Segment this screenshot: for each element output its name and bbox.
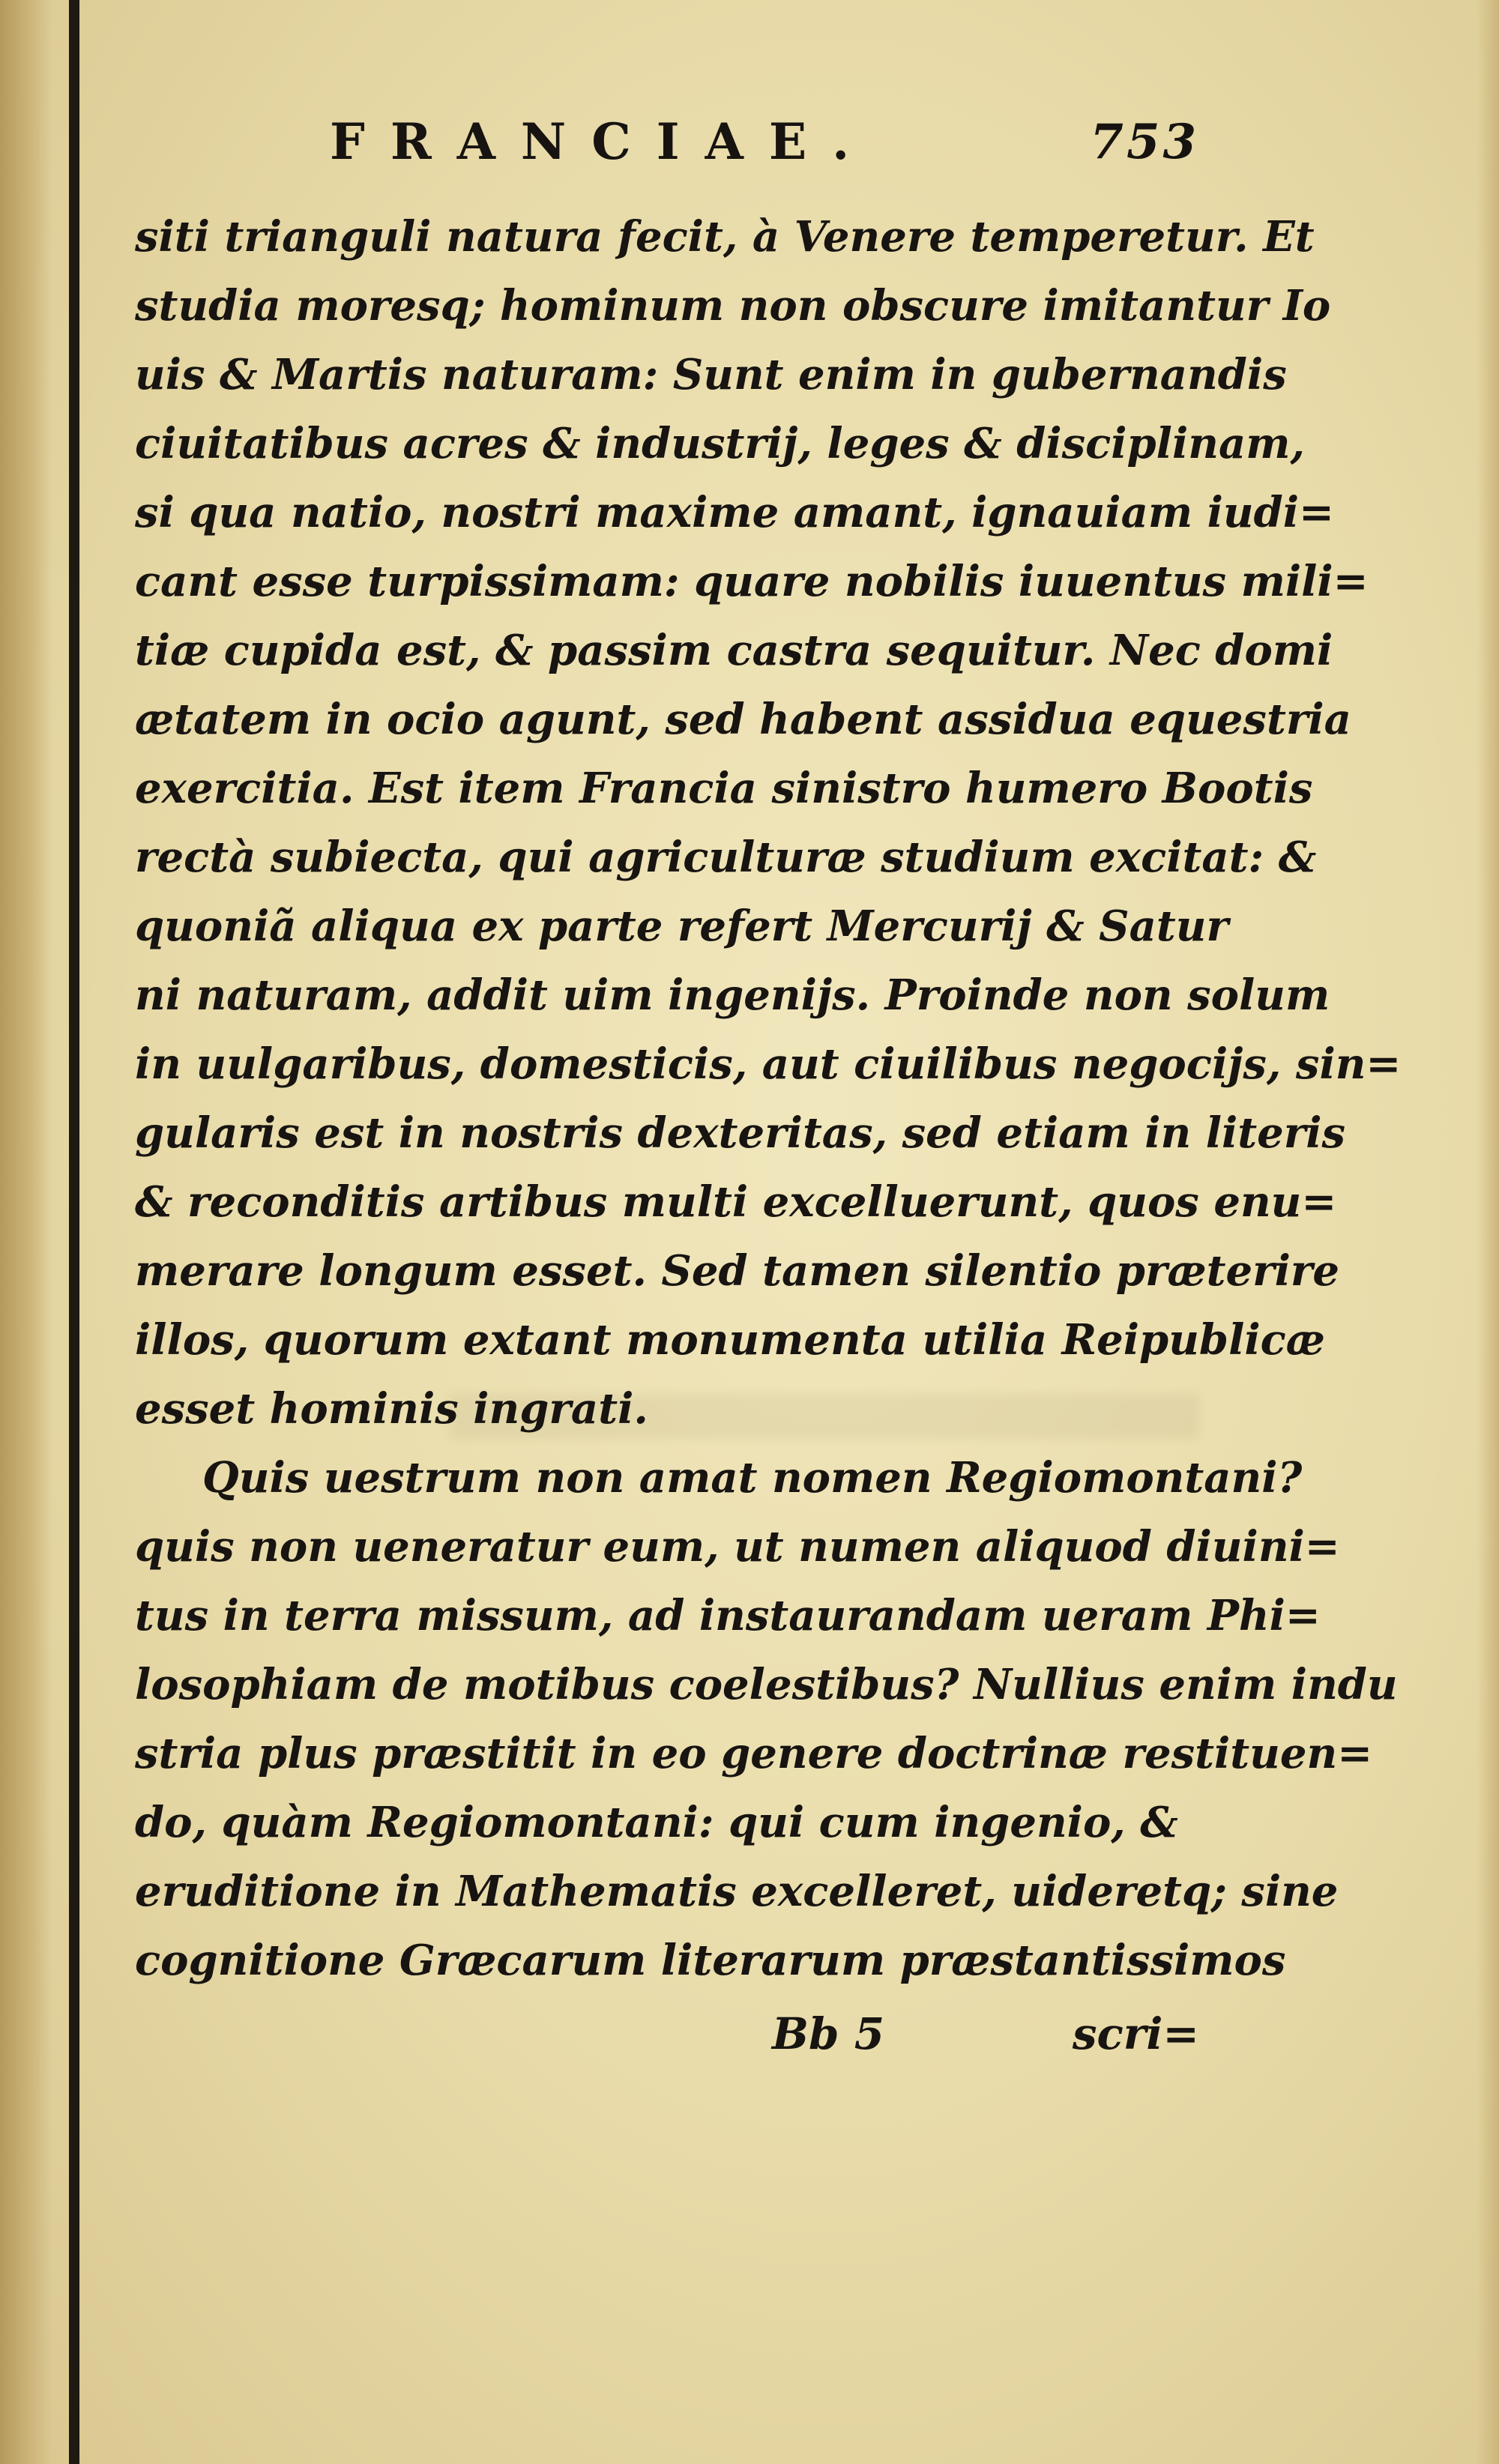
text-line: quis non ueneratur eum, ut numen aliquod diuini= [135,1522,1340,1571]
text-line: gularis est in nostris dexteritas, sed etiam in literis [135,1108,1346,1158]
paragraph-start-line: Quis uestrum non amat nomen Regiomontani? [202,1453,1303,1503]
text-line: esset hominis ingrati. [135,1384,648,1434]
text-line: studia moresq; hominum non obscure imitantur Io [135,281,1331,330]
text-line: ætatem in ocio agunt, sed habent assidua equestria [135,695,1351,744]
page-edge-shadow [1477,0,1499,2464]
text-line: siti trianguli natura fecit, à Venere temperetur. Et [135,212,1315,262]
text-line: ciuitatibus acres & industrij, leges & disciplinam, [135,419,1305,468]
body-text [135,202,1402,1995]
text-line: eruditione in Mathematis excelleret, uideretq; sine [135,1867,1339,1916]
text-line: tiæ cupida est, & passim castra sequitur. Nec domi [135,626,1333,675]
text-line: rectà subiecta, qui agriculturæ studium excitat: & [135,833,1317,882]
text-line: stria plus præstitit in eo genere doctrinæ restituen= [135,1729,1373,1778]
text-line: in uulgaribus, domesticis, aut ciuilibus negocijs, sin= [135,1039,1402,1089]
signature-mark: Bb 5 [772,2008,885,2059]
text-line: uis & Martis naturam: Sunt enim in gubernandis [135,350,1287,399]
page-number: 753 [1090,114,1199,170]
page-header [330,112,1199,180]
text-line: & reconditis artibus multi excelluerunt, quos enu= [135,1177,1337,1227]
text-line: cognitione Græcarum literarum præstantissimos [135,1936,1286,1985]
catchword: scri= [1072,2008,1199,2059]
text-line: tus in terra missum, ad instaurandam ueram Phi= [135,1591,1321,1640]
text-line: merare longum esset. Sed tamen silentio præterire [135,1246,1340,1296]
page-footer [772,1999,1199,2068]
text-line: do, quàm Regiomontani: qui cum ingenio, & [135,1798,1178,1847]
text-line: illos, quorum extant monumenta utilia Reipublicæ [135,1315,1325,1365]
running-head: FRANCIAE. [330,112,875,171]
gutter-binding-edge [69,0,79,2464]
text-line: exercitia. Est item Francia sinistro humero Bootis [135,764,1313,813]
gutter-shadow [0,0,52,2464]
text-line: losophiam de motibus coelestibus? Nullius enim indu [135,1660,1398,1709]
text-line: cant esse turpissimam: quare nobilis iuuentus mili= [135,557,1369,606]
text-line: ni naturam, addit uim ingenijs. Proinde non solum [135,970,1330,1020]
text-line: si qua natio, nostri maxime amant, ignauiam iudi= [135,488,1334,537]
text-line: quoniã aliqua ex parte refert Mercurij & Satur [135,902,1228,951]
